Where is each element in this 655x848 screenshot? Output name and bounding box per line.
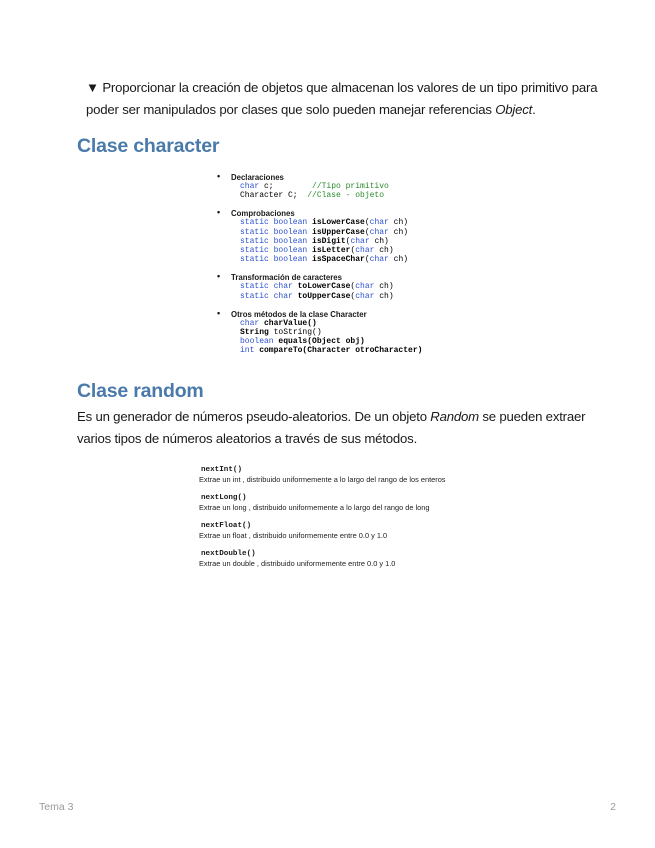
character-code-figure (214, 173, 454, 365)
section-heading-character: Clase character (77, 135, 220, 157)
code-token: int (240, 346, 255, 356)
code-token: static char (240, 282, 293, 292)
code-group-heading-text: Otros métodos de la clase Character (231, 309, 367, 319)
code-token: isDigit (307, 236, 346, 246)
random-methods-figure (199, 466, 489, 578)
code-token: //Tipo primitivo (312, 182, 389, 191)
code-line (214, 182, 454, 191)
random-method-item (199, 466, 489, 485)
code-token: ch) (388, 218, 409, 228)
code-token: c; (259, 182, 313, 191)
code-token: static boolean (240, 218, 308, 228)
intro-text: Proporcionar la creación de objetos que almacenan los valores de un tipo primitivo para poder ser manipulados por clases que solo pueden manejar referencias (86, 80, 598, 117)
code-line (214, 346, 454, 355)
code-line (214, 292, 454, 301)
random-text-end: se pueden extraer varios tipos de números aleatorios a través de sus métodos. (77, 409, 586, 446)
code-token: ( (350, 291, 356, 301)
code-token: char (355, 291, 375, 301)
code-token: char (355, 282, 375, 292)
code-token: char (369, 227, 389, 237)
code-token: ( (364, 227, 370, 237)
code-token: ( (350, 282, 356, 292)
code-token: static boolean (240, 246, 308, 256)
random-method-item (199, 550, 489, 569)
code-group-heading-text: Declaraciones (231, 173, 284, 182)
code-group (214, 273, 454, 300)
code-group-heading (214, 209, 454, 218)
code-line (214, 337, 454, 346)
code-group-heading (214, 273, 454, 282)
code-group-heading-text: Comprobaciones (231, 209, 295, 219)
code-token: ch) (388, 227, 409, 237)
random-text: Es un generador de números pseudo-aleatorios. De un objeto (77, 409, 431, 424)
code-line (214, 237, 454, 246)
code-token: static char (240, 291, 293, 301)
code-token: String (240, 328, 269, 338)
intro-paragraph (86, 77, 606, 121)
code-token: //Clase - objeto (307, 191, 385, 201)
bullet-icon: • (217, 307, 221, 318)
code-token: compareTo(Character otroCharacter) (254, 346, 423, 356)
intro-text-end: . (532, 102, 536, 117)
code-token: isUpperCase (307, 227, 365, 237)
code-token: isSpaceChar (307, 255, 365, 265)
random-method-description: Extrae un float , distribuido uniformemente entre 0.0 y 1.0 (199, 531, 388, 540)
section-heading-random: Clase random (77, 380, 204, 402)
code-token: char (369, 255, 389, 265)
random-method-description: Extrae un long , distribuido uniformemente a lo largo del rango de long (199, 503, 430, 512)
code-token: Character C; (240, 191, 308, 201)
intro-italic-term: Object (495, 102, 533, 117)
code-line (214, 319, 454, 328)
code-token: boolean (240, 337, 274, 347)
bullet-icon: • (217, 271, 221, 282)
code-line (214, 228, 454, 237)
code-group-heading (214, 307, 454, 319)
code-token: toLowerCase (292, 282, 351, 292)
code-token: static boolean (240, 227, 308, 237)
random-method-item (199, 494, 489, 513)
code-group (214, 209, 454, 264)
code-line (214, 191, 454, 200)
random-paragraph (77, 406, 597, 450)
code-token: ch) (374, 246, 394, 256)
random-method-item (199, 522, 489, 541)
code-token: char (355, 246, 375, 256)
code-line (214, 246, 454, 255)
random-method-description: Extrae un int , distribuido uniformemente a lo largo del rango de los enteros (199, 475, 446, 484)
triangle-bullet-icon: ▼ (86, 80, 99, 95)
random-method-name: nextFloat() (201, 522, 252, 530)
code-token: char (240, 182, 260, 191)
random-method-name: nextLong() (201, 494, 247, 502)
random-method-description: Extrae un double , distribuido uniformemente entre 0.0 y 1.0 (199, 559, 396, 568)
code-token: ( (350, 246, 356, 256)
code-token: ch) (388, 255, 409, 265)
code-line (214, 218, 454, 227)
code-line (214, 255, 454, 264)
code-token: static boolean (240, 255, 308, 265)
code-line (214, 282, 454, 291)
bullet-icon: • (217, 207, 221, 218)
code-token: ch) (374, 282, 394, 292)
code-token: toString() (268, 328, 322, 338)
page-number: 2 (610, 801, 616, 813)
code-token: ( (345, 236, 351, 246)
code-line (214, 328, 454, 337)
random-method-name: nextDouble() (201, 550, 256, 558)
random-italic-term: Random (430, 409, 479, 424)
bullet-icon: • (217, 171, 221, 181)
code-token: ( (364, 218, 370, 228)
code-group-heading (214, 173, 454, 182)
code-token: char (369, 218, 389, 228)
code-token: equals(Object obj) (273, 337, 365, 347)
code-token: ch) (369, 236, 389, 246)
code-token: char (240, 318, 260, 328)
footer-chapter-label: Tema 3 (39, 801, 74, 813)
code-token: charValue() (259, 318, 317, 328)
code-token: isLowerCase (307, 218, 365, 228)
code-token: ch) (374, 291, 394, 301)
code-group-heading-text: Transformación de caracteres (231, 273, 342, 283)
code-token: toUpperCase (292, 291, 351, 301)
code-token: isLetter (307, 246, 351, 256)
code-token: static boolean (240, 236, 308, 246)
random-method-name: nextInt() (201, 466, 243, 474)
code-group (214, 173, 454, 200)
code-token: char (350, 236, 370, 246)
code-group (214, 307, 454, 356)
code-token: ( (364, 255, 370, 265)
